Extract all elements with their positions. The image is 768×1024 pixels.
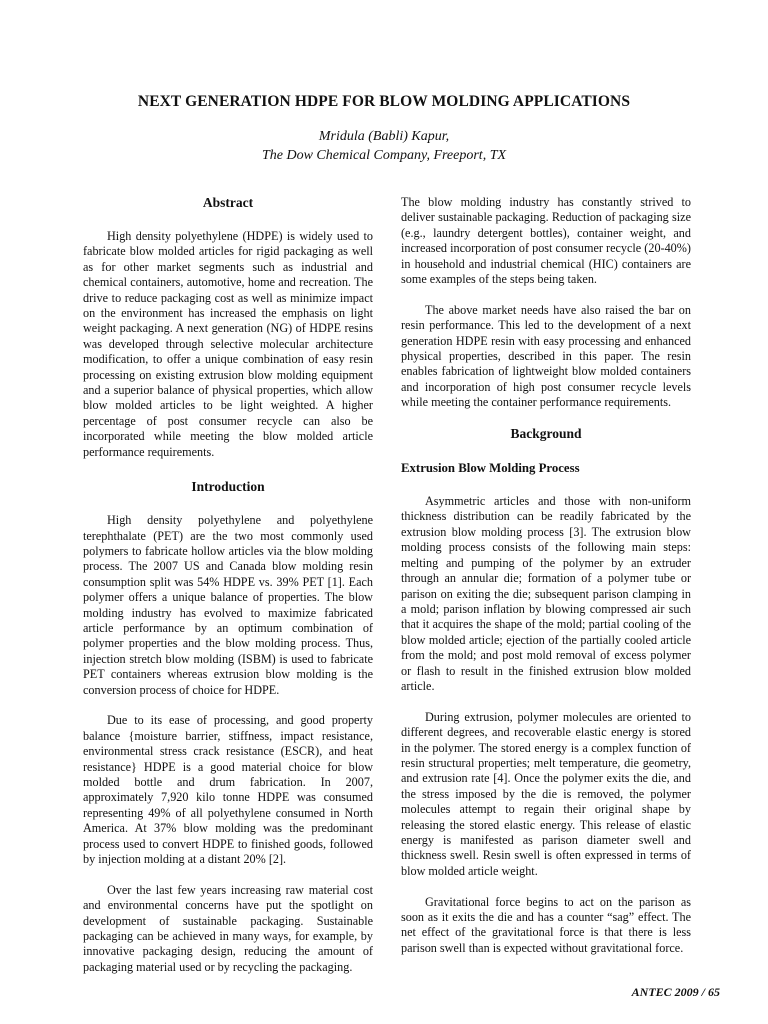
background-heading: Background — [510, 426, 582, 442]
right-column — [401, 195, 691, 972]
abstract-heading: Abstract — [202, 195, 254, 210]
introduction-paragraph-3: Over the last few years increasing raw material cost and environmental concerns have put the spotlight on development of sustainable packaging. Sustainable packaging can be achieved in many ways, for example, by innovative packaging design, reducing the amount of packaging material used or by recycling the packaging. — [83, 882, 373, 974]
extrusion-subheading: Extrusion Blow Molding Process — [401, 461, 580, 476]
background-paragraph-1: Asymmetric articles and those with non-uniform thickness distribution can be readily fabricated by the extrusion blow molding process [3]. The extrusion blow molding process consists of the following main steps: melting and pumping of the polymer by an extruder through an annular die; formation of a polymer tube or parison on exiting the die; subsequent parison clamping in a mold; parison inflation by blowing compressed air such that it acquires the shape of the mold; partial cooling of the blow molded article; ejection of the partially cooled article from the mold; and post mold removal of excess polymer or flash to result in the finished extrusion blow molded article. — [401, 494, 691, 693]
introduction-paragraph-1: High density polyethylene and polyethylene terephthalate (PET) are the two most commonly used polymers to fabricate hollow articles via the blow molding process. The 2007 US and Canada blow molding resin consumption split was 54% HDPE vs. 39% PET [1]. Each polymer offers a unique balance of properties. The blow molding industry has evolved to maximize fabricated article performance by an optimum combination of polymer properties and the blow molding process. Thus, injection stretch blow molding (ISBM) is used to fabricate PET containers whereas extrusion blow molding is the conversion process of choice for HDPE. — [83, 513, 373, 697]
introduction-heading: Introduction — [191, 479, 265, 495]
background-paragraph-3: Gravitational force begins to act on the parison as soon as it exits the die and has a counter “sag” effect. The net effect of the gravitational force is that there is less parison swell than is expected without gravitational force. — [401, 894, 691, 955]
introduction-paragraph-4: The blow molding industry has constantly strived to deliver sustainable packaging. Reduction of packaging size (e.g., laundry detergent bottles), container weight, and increased incorporation of post consumer recycle (20-40%) in household and industrial chemical (HIC) containers are some examples of the steps being taken. — [401, 195, 691, 287]
introduction-paragraph-5: The above market needs have also raised the bar on resin performance. This led to the development of a next generation HDPE resin with easy processing and enhanced physical properties, described in this paper. The resin enables fabrication of lightweight blow molded containers and incorporation of high post consumer recycle levels while meeting the container performance requirements. — [401, 302, 691, 410]
author-affiliation: The Dow Chemical Company, Freeport, TX — [261, 148, 507, 163]
background-paragraph-2: During extrusion, polymer molecules are oriented to different degrees, and recoverable elastic energy is stored in the polymer. The stored energy is a complex function of resin structural properties; melt temperature, die geometry, and extrusion rate [4]. Once the polymer exits the die, and the stress imposed by the die is removed, the polymer molecules attempt to regain their original shape by releasing the stored elastic energy. This release of elastic energy is manifested as parison diameter swell and thickness swell. Resin swell is often expressed in terms of blow molded article weight. — [401, 709, 691, 878]
abstract-paragraph: High density polyethylene (HDPE) is widely used to fabricate blow molded articles for rigid packaging as well as for other market segments such as industrial and chemical containers, automotive, home and recreation. The drive to reduce packaging cost as well as minimize impact on the environment has increased the emphasis on light weight packaging. A next generation (NG) of HDPE resins was developed through selective molecular architecture modification, to offer a unique combination of easy resin processing on existing extrusion blow molding equipment and a superior balance of physical properties, which allow blow molded articles to be light weighted. A higher percentage of post consumer recycle can also be incorporated while meeting the blow molded article performance requirements. — [83, 229, 373, 459]
page-footer: ANTEC 2009 / 65 — [631, 985, 720, 999]
left-column — [83, 195, 373, 991]
paper-title: NEXT GENERATION HDPE FOR BLOW MOLDING APPLICATIONS — [137, 93, 631, 110]
introduction-paragraph-2: Due to its ease of processing, and good property balance {moisture barrier, stiffness, impact resistance, environmental stress crack resistance (ESCR), and heat resistance} HDPE is a good material choice for blow molded bottle and drum fabrication. In 2007, approximately 7,920 kilo tonne HDPE was consumed representing 49% of all polyethylene consumed in North America. At 37% blow molding was the predominant process used to convert HDPE to finished goods, followed by injection molding at a distant 20% [2]. — [83, 713, 373, 867]
author-name: Mridula (Babli) Kapur, — [318, 129, 450, 144]
